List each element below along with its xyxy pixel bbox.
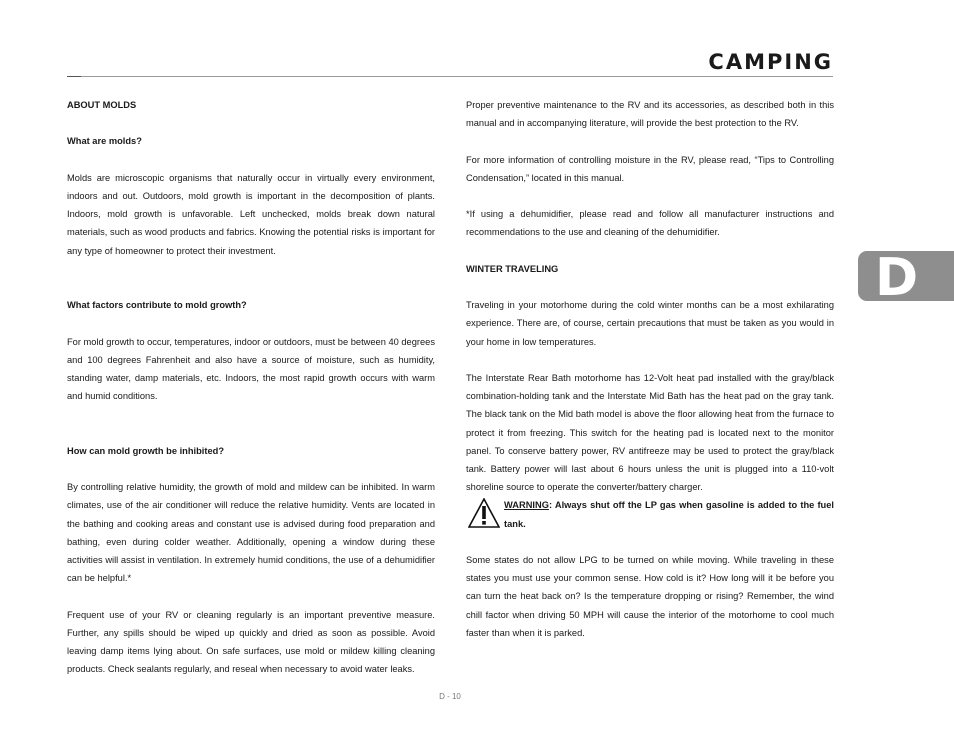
paragraph-dehumidifier-note: *If using a dehumidifier, please read and follow all manufacturer instructions and recommendations to the use and cleaning of the dehumidifier.: [466, 209, 834, 238]
header-rule: [67, 76, 833, 77]
paragraph-mold-factors: For mold growth to occur, temperatures, indoor or outdoors, must be between 40 degrees and 100 degrees Fahrenheit and also have a source of moisture, such as humidity, standing water, damp materials, etc. Indoors, the most rapid growth occurs with warm and humid conditions.: [67, 336, 435, 402]
paragraph-winter-intro: Traveling in your motorhome during the cold winter months can be a most exhilarating experience. There are, of course, certain precautions that must be taken as you would in your home in low temperatures.: [466, 300, 834, 347]
chapter-tab: [858, 251, 954, 301]
question-what-are-molds: What are molds?: [67, 136, 142, 147]
paragraph-heat-pad: The Interstate Rear Bath motorhome has 12-Volt heat pad installed with the gray/black combination-holding tank and the Interstate Mid Bath has the heat pad on the gray tank. The black tank on the Mid bath model is above the floor allowing heat from the furnace to protect it from freezing. This switch for the heating pad is located next to the monitor panel. To conserve battery power, RV antifreeze may be used to protect the gray/black tank. Battery power will last about 6 hours unless the unit is plugged into a 110-volt shoreline source to operate the converter/battery charger.: [466, 372, 834, 493]
paragraph-molds-definition: Molds are microscopic organisms that naturally occur in virtually every environment, indoors and out. Outdoors, mold growth is important in the decomposition of plants. Indoors, mold growth is unfavorable. Left unchecked, molds break down natural materials, such as wood products and fabrics. Knowing the potential risks is important for any type of homeowner to protect their investment.: [67, 172, 435, 256]
warning-label: WARNING: [504, 500, 549, 511]
paragraph-humidity-control: By controlling relative humidity, the growth of mold and mildew can be inhibited. In warm climates, use of the air conditioner will reduce the relative humidity. Vents are located in the bathing and cooking areas and constant use is advised during food preparation and bathing, even during colder weather. Additionally, opening a window during these activities will assist in ventilation. In extremely humid conditions, the use of a dehumidifier can be helpful.*: [67, 482, 435, 584]
paragraph-lpg-travel: Some states do not allow LPG to be turned on while moving. While traveling in these states you must use your common sense. How cold is it? How long will it be before you can turn the heat back on? Is the temperature dropping or rising? Remember, the wind chill factor when driving 50 MPH will cause the interior of the motorhome to cool much faster than when it is parked.: [466, 554, 834, 638]
chapter-tab-letter: D: [875, 251, 919, 301]
warning-triangle-icon: [468, 498, 500, 528]
paragraph-preventive-cleaning: Frequent use of your RV or cleaning regularly is an important preventive measure. Further, any spills should be wiped up quickly and dried as soon as possible. Avoid leaving damp items lying about. On safe surfaces, use mold or mildew killing cleaning products. Check sealants regularly, and reseal when necessary to avoid water leaks.: [67, 609, 435, 675]
paragraph-preventive-maintenance: Proper preventive maintenance to the RV and its accessories, as described both in this manual and in accompanying literature, will provide the best protection to the RV.: [466, 100, 834, 129]
winter-traveling-heading: WINTER TRAVELING: [466, 263, 559, 274]
question-mold-inhibit: How can mold growth be inhibited?: [67, 445, 225, 456]
question-mold-factors: What factors contribute to mold growth?: [67, 300, 247, 311]
warning-text: : Always shut off the LP gas when gasoline is added to the fuel tank.: [504, 500, 834, 529]
section-title: CAMPING: [708, 50, 833, 74]
header-rule-accent: [67, 76, 81, 77]
right-column: [466, 96, 834, 642]
about-molds-heading: ABOUT MOLDS: [67, 100, 137, 110]
paragraph-condensation-reference: For more information of controlling moisture in the RV, please read, “Tips to Controlling Condensation,” located in this manual.: [466, 154, 834, 183]
left-column: [67, 96, 435, 678]
page-number: D - 10: [439, 692, 461, 701]
warning-notice: [466, 496, 834, 532]
